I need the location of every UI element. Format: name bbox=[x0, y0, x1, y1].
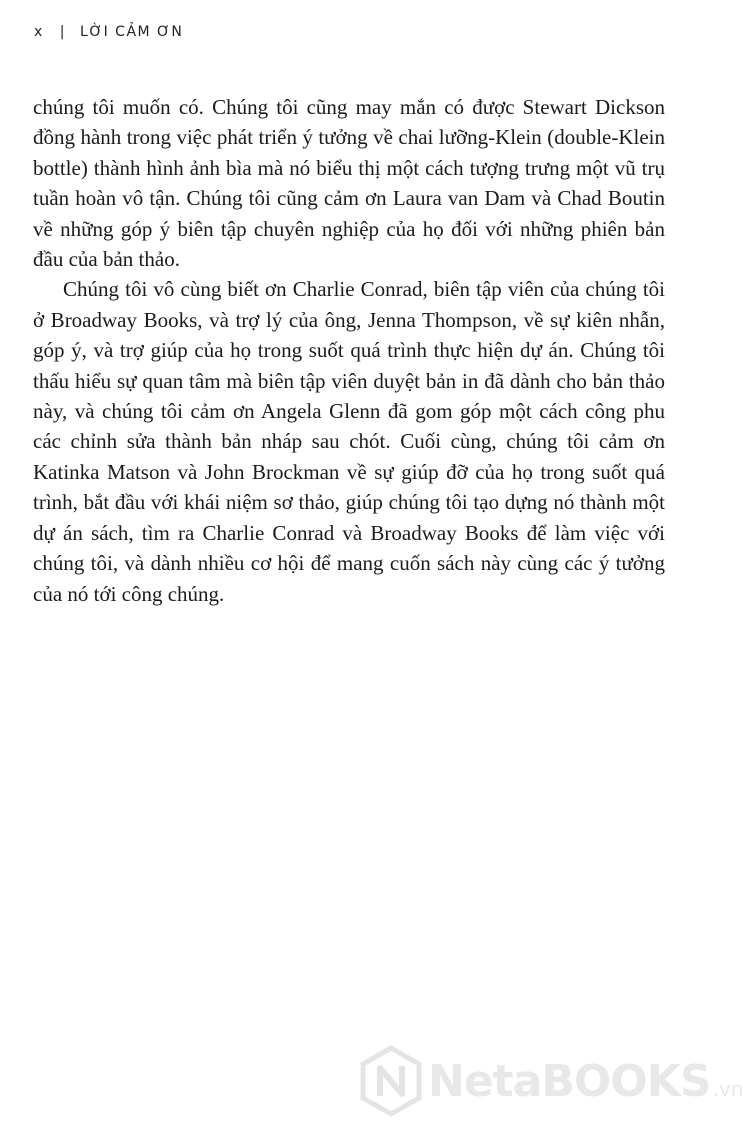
watermark bbox=[360, 1046, 743, 1116]
page-number: x bbox=[34, 24, 44, 40]
watermark-tld: .vn bbox=[712, 1077, 743, 1101]
page-body bbox=[33, 92, 665, 609]
section-title: LỜI CẢM ƠN bbox=[80, 24, 184, 40]
paragraph-2: Chúng tôi vô cùng biết ơn Charlie Conrad, biên tập viên của chúng tôi ở Broadway Books, và trợ lý của ông, Jenna Thompson, về sự kiên nhẫn, góp ý, và trợ giúp của họ trong suốt quá trình thực hiện dự án. Chúng tôi thấu hiểu sự quan tâm mà biên tập viên duyệt bản in đã dành cho bản thảo này, và chúng tôi cảm ơn Angela Glenn đã gom góp một cách công phu các chỉnh sửa thành bản nháp sau chót. Cuối cùng, chúng tôi cảm ơn Katinka Matson và John Brockman về sự giúp đỡ của họ trong suốt quá trình, bắt đầu với khái niệm sơ thảo, giúp chúng tôi tạo dựng nó thành một dự án sách, tìm ra Charlie Conrad và Broadway Books để làm việc với chúng tôi, và dành nhiều cơ hội để mang cuốn sách này cùng các ý tưởng của nó tới công chúng. bbox=[33, 277, 665, 606]
paragraph-1: chúng tôi muốn có. Chúng tôi cũng may mắn có được Stewart Dickson đồng hành trong việc phát triển ý tưởng về chai lưỡng-Klein (double-Klein bottle) thành hình ảnh bìa mà nó biểu thị một cách tượng trưng một vũ trụ tuần hoàn vô tận. Chúng tôi cũng cảm ơn Laura van Dam và Chad Boutin về những góp ý biên tập chuyên nghiệp của họ đối với những phiên bản đầu của bản thảo. bbox=[33, 95, 665, 272]
running-head bbox=[34, 24, 183, 40]
netabooks-logo-icon bbox=[360, 1046, 422, 1116]
header-separator: | bbox=[59, 24, 67, 40]
watermark-brand: NetaBOOKS bbox=[428, 1055, 711, 1107]
